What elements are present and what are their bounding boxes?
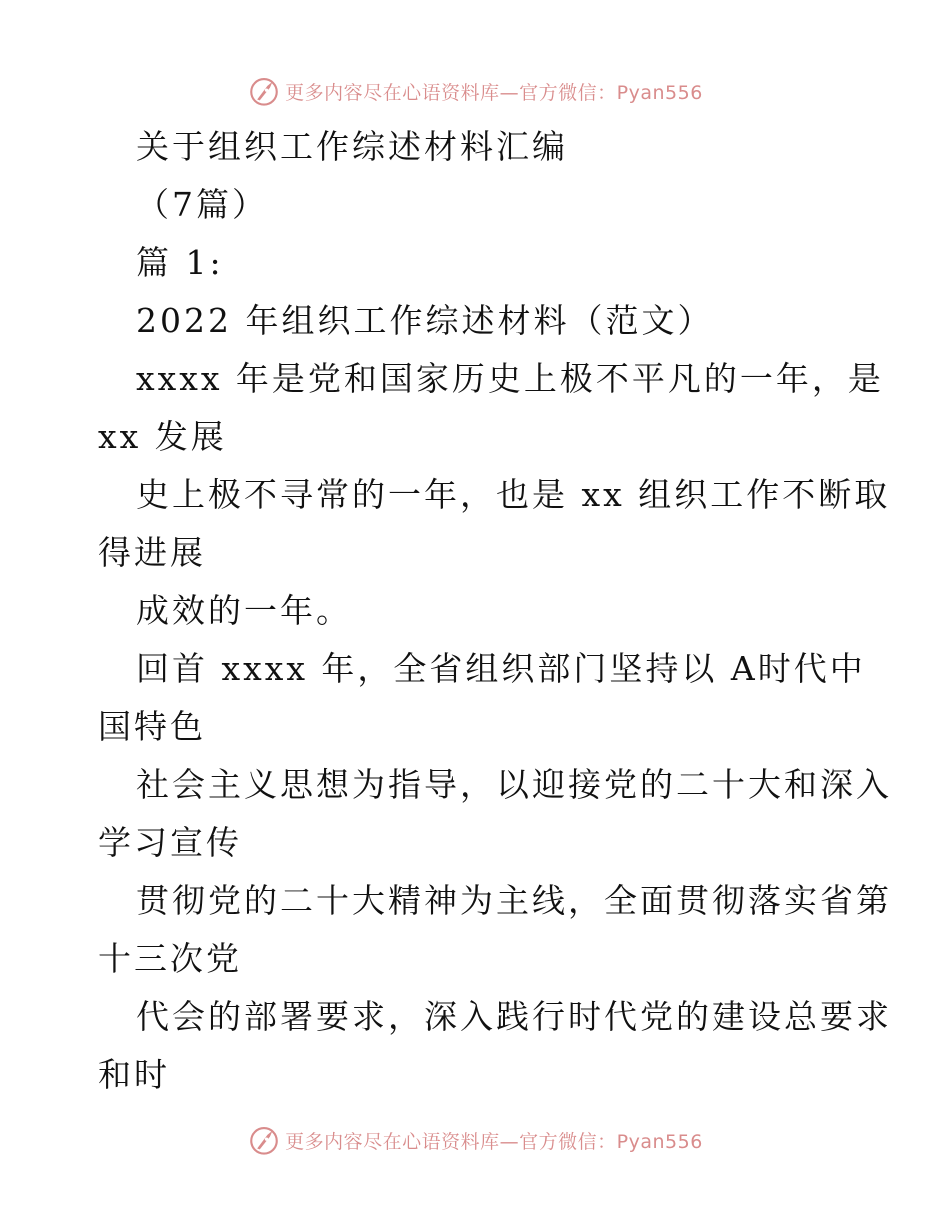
paragraph-line: 代会的部署要求，深入践行时代党的建设总要求 <box>136 997 892 1036</box>
paragraph-line: xx 发展 <box>98 417 227 456</box>
paragraph-line: 和时 <box>98 1055 170 1094</box>
paragraph-line: 史上极不寻常的一年，也是 xx 组织工作不断取 <box>136 475 891 514</box>
paragraph-line: 国特色 <box>98 707 206 746</box>
header-watermark-text: 更多内容尽在心语资料库—官方微信：Pyan556 <box>285 81 703 104</box>
paragraph-line: xxxx 年是党和国家历史上极不平凡的一年，是 <box>136 359 884 398</box>
paragraph-line: 回首 xxxx 年，全省组织部门坚持以 A时代中 <box>136 649 866 688</box>
document-title: 关于组织工作综述材料汇编 <box>136 127 568 166</box>
document-subtitle: （7篇） <box>136 185 268 224</box>
pen-nib-logo-icon <box>247 1123 281 1157</box>
footer-watermark-text: 更多内容尽在心语资料库—官方微信：Pyan556 <box>285 1130 703 1153</box>
section-title: 2022 年组织工作综述材料（范文） <box>136 301 714 340</box>
section-heading: 篇 1: <box>136 243 224 282</box>
document-body <box>98 118 892 1104</box>
paragraph-line: 得进展 <box>98 533 206 572</box>
paragraph-line: 学习宣传 <box>98 823 242 862</box>
header-watermark-banner <box>0 71 950 111</box>
pen-nib-logo-icon <box>247 74 281 108</box>
paragraph-line: 贯彻党的二十大精神为主线，全面贯彻落实省第 <box>136 881 892 920</box>
paragraph-line: 十三次党 <box>98 939 242 978</box>
footer-watermark-banner <box>0 1120 950 1160</box>
paragraph-line: 成效的一年。 <box>136 591 352 630</box>
paragraph-line: 社会主义思想为指导，以迎接党的二十大和深入 <box>136 765 892 804</box>
